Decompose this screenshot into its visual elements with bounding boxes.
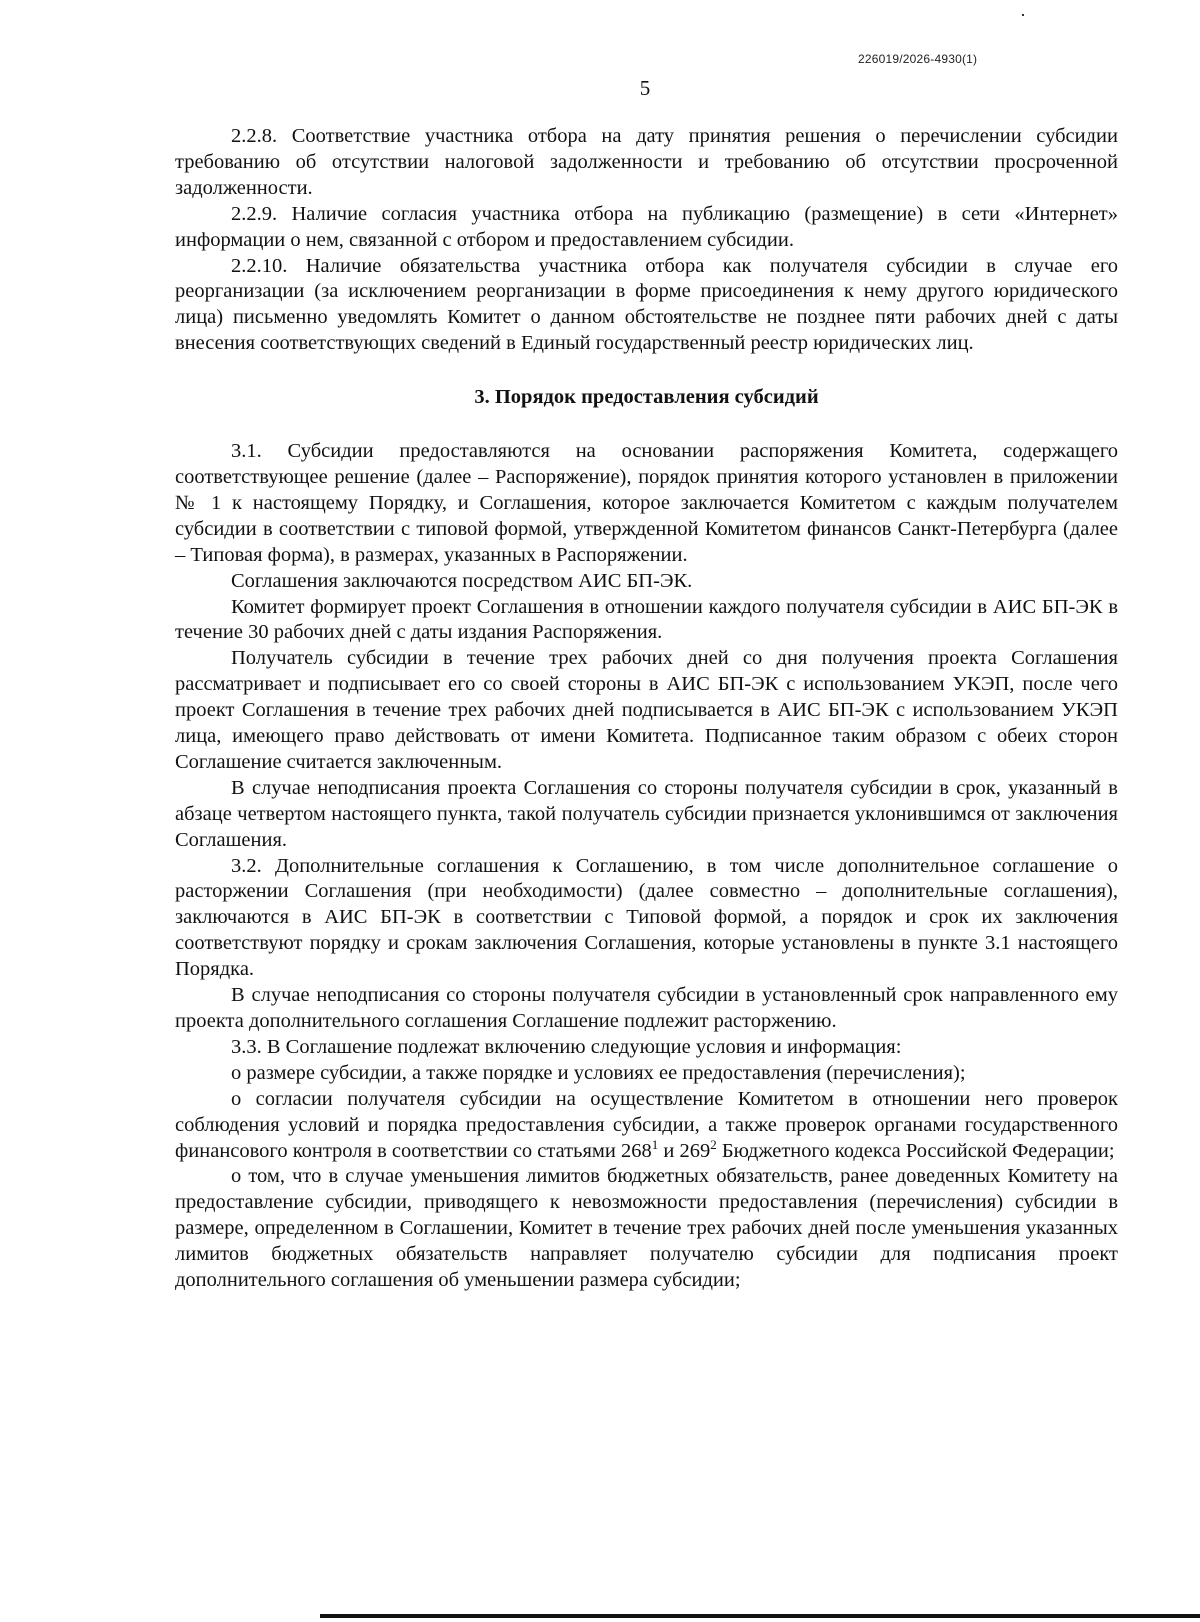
scan-speck <box>1022 14 1024 16</box>
registration-number: 226019/2026-4930(1) <box>858 52 978 66</box>
paragraph-subsidy-size: о размере субсидии, а также порядке и условиях ее предоставления (перечисления); <box>231 1061 966 1084</box>
document-body <box>175 124 1118 1294</box>
paragraph-signing: Получатель субсидии в течение трех рабочих дней со дня получения проекта Соглашения рассматривает и подписывает его со своей стороны в АИС БП-ЭК с использованием УКЭП, после чего проект Соглашения в течение трех рабочих дней подписывается в АИС БП-ЭК с использованием УКЭП лица, имеющего право действовать от имени Комитета. Подписанное таким образом с обеих сторон Соглашение считается заключенным. <box>175 647 1118 773</box>
paragraph-control-consent <box>175 1087 1118 1165</box>
paragraph-3-3: 3.3. В Соглашение подлежат включению следующие условия и информация: <box>231 1035 902 1058</box>
paragraph-limit-reduction: о том, что в случае уменьшения лимитов бюджетных обязательств, ранее доведенных Комитету на предоставление субсидии, приводящего к невозможности предоставления (перечисления) субсидии в размере, определенном в Соглашении, Комитет в течение трех рабочих дней после уменьшения указанных лимитов бюджетных обязательств направляет получателю субсидии для подписания проект дополнительного соглашения об уменьшении размера субсидии; <box>175 1165 1118 1292</box>
control-text-and: и 269 <box>658 1139 711 1162</box>
paragraph-2-2-9: 2.2.9. Наличие согласия участника отбора на публикацию (размещение) в сети «Интернет» информации о нем, связанной с отбором и предоставлением субсидии. <box>175 202 1118 251</box>
paragraph-evasion: В случае неподписания проекта Соглашения со стороны получателя субсидии в срок, указанный в абзаце четвертом настоящего пункта, такой получатель субсидии признается уклонившимся от заключения Соглашения. <box>175 776 1118 851</box>
bottom-edge-line <box>320 1614 1200 1618</box>
control-text-end: Бюджетного кодекса Российской Федерации; <box>716 1139 1115 1162</box>
superscript-2: 2 <box>710 1136 717 1152</box>
superscript-1: 1 <box>651 1136 659 1152</box>
paragraph-3-2: 3.2. Дополнительные соглашения к Соглашению, в том числе дополнительное соглашение о расторжении Соглашения (при необходимости) (далее совместно – дополнительные соглашения), заключаются в АИС БП-ЭК в соответствии с Типовой формой, а порядок и срок их заключения соответствуют порядку и срокам заключения Соглашения, которые установлены в пункте 3.1 настоящего Порядка. <box>175 854 1118 981</box>
paragraph-termination: В случае неподписания со стороны получателя субсидии в установленный срок направленного ему проекта дополнительного соглашения Соглашение подлежит расторжению. <box>175 984 1118 1032</box>
paragraph-project-formation: Комитет формирует проект Соглашения в отношении каждого получателя субсидии в АИС БП-ЭК в течение 30 рабочих дней с даты издания Распоряжения. <box>175 595 1118 644</box>
page-number: 5 <box>639 76 651 100</box>
section-title: 3. Порядок предоставления субсидий <box>474 386 819 409</box>
control-text-start: о согласии получателя субсидии на осуществление Комитетом в отношении него проверок соблюдения условий и порядка предоставления субсидии, а также проверок органами государственного финансового контроля в соответствии со статьями 268 <box>175 1087 1118 1162</box>
paragraph-ais: Соглашения заключаются посредством АИС БП-ЭК. <box>231 569 693 592</box>
paragraph-2-2-8: 2.2.8. Соответствие участника отбора на дату принятия решения о перечислении субсидии требованию об отсутствии налоговой задолженности и требованию об отсутствии просроченной задолженности. <box>175 125 1118 199</box>
paragraph-2-2-10: 2.2.10. Наличие обязательства участника отбора как получателя субсидии в случае его реорганизации (за исключением реорганизации в форме присоединения к нему другого юридического лица) письменно уведомлять Комитет о данном обстоятельстве не позднее пяти рабочих дней с даты внесения соответствующих сведений в Единый государственный реестр юридических лиц. <box>175 254 1118 355</box>
paragraph-3-1: 3.1. Субсидии предоставляются на основании распоряжения Комитета, содержащего соответствующее решение (далее – Распоряжение), порядок принятия которого установлен в приложении № 1 к настоящему Порядку, и Соглашения, которое заключается Комитетом с каждым получателем субсидии в соответствии с типовой формой, утвержденной Комитетом финансов Санкт-Петербурга (далее – Типовая форма), в размерах, указанных в Распоряжении. <box>175 440 1118 566</box>
